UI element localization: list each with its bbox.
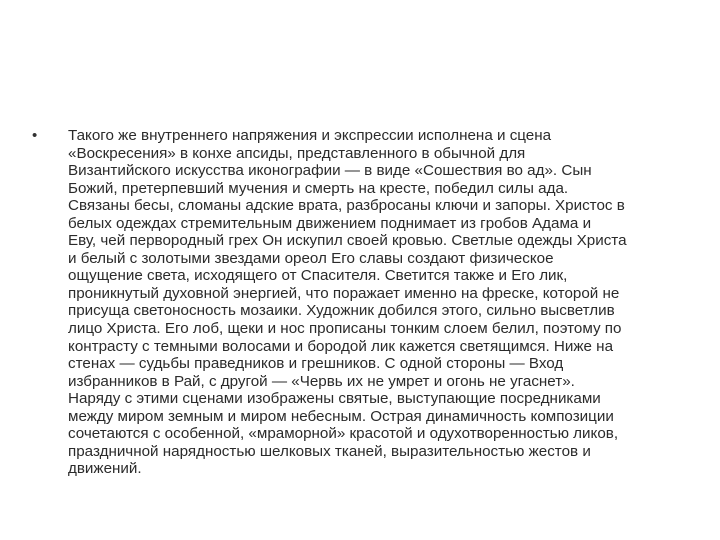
paragraph-line: Византийского искусства иконографии — в виде «Сошествия во ад». Сын: [68, 162, 592, 180]
paragraph-line: Еву, чей первородный грех Он искупил своей кровью. Светлые одежды Христа: [68, 232, 627, 250]
bullet-item: [32, 127, 692, 478]
bullet-marker: •: [32, 127, 38, 144]
paragraph-line: присуща светоносность мозаики. Художник добился этого, сильно высветлив: [68, 302, 615, 320]
paragraph-line: «Воскресения» в конхе апсиды, представленного в обычной для: [68, 144, 526, 162]
paragraph-line: и белый с золотыми звездами ореол Его славы создают физическое: [68, 249, 554, 267]
paragraph-line: движений.: [68, 460, 142, 478]
paragraph-line: между миром земным и миром небесным. Острая динамичность композиции: [68, 407, 614, 425]
paragraph-line: сочетаются с особенной, «мраморной» красотой и одухотворенностью ликов,: [68, 425, 619, 443]
paragraph-line: Божий, претерпевший мучения и смерть на кресте, победил силы ада.: [68, 179, 569, 197]
paragraph-line: Наряду с этими сценами изображены святые, выступающие посредниками: [68, 390, 601, 408]
paragraph-line: избранников в Рай, с другой — «Червь их не умрет и огонь не угаснет».: [68, 372, 575, 390]
paragraph-line: ощущение света, исходящего от Спасителя. Светится также и Его лик,: [68, 267, 568, 285]
bullet-paragraph: [68, 127, 692, 478]
paragraph-line: праздничной нарядностью шелковых тканей, выразительностью жестов и: [68, 442, 591, 460]
paragraph-line: проникнутый духовной энергией, что поражает именно на фреске, которой не: [68, 284, 620, 302]
paragraph-line: Связаны бесы, сломаны адские врата, разбросаны ключи и запоры. Христос в: [68, 197, 625, 215]
paragraph-line: стенах — судьбы праведников и грешников. С одной стороны — Вход: [68, 355, 564, 373]
paragraph-line: лицо Христа. Его лоб, щеки и нос прописаны тонким слоем белил, поэтому по: [68, 320, 622, 338]
paragraph-line: белых одеждах стремительным движением поднимает из гробов Адама и: [68, 214, 592, 232]
paragraph-line: контрасту с темными волосами и бородой лик кажется светящимся. Ниже на: [68, 337, 614, 355]
paragraph-line: Такого же внутреннего напряжения и экспрессии исполнена и сцена: [68, 127, 552, 144]
